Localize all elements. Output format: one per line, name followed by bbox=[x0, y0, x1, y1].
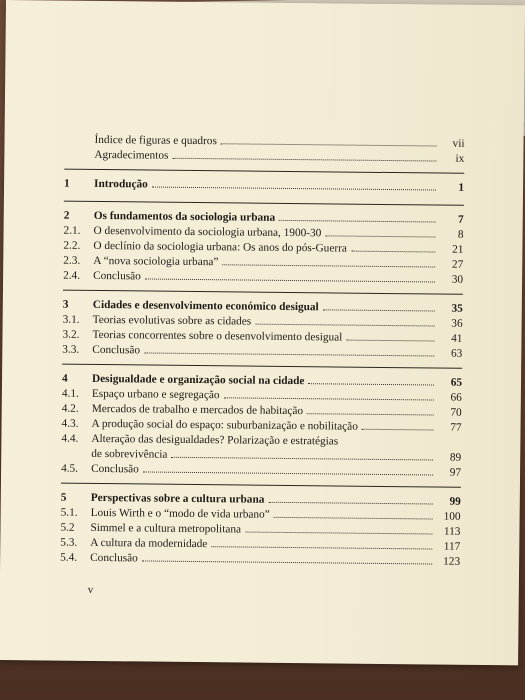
entry-number: 3.2. bbox=[62, 328, 80, 341]
entry-number: 4 bbox=[61, 372, 68, 385]
entry-title: Espaço urbano e segregação bbox=[91, 387, 220, 402]
entry-page: 89 bbox=[449, 451, 462, 464]
leader-dots bbox=[307, 413, 434, 415]
entry-title: Conclusão bbox=[92, 343, 141, 357]
entry-page: 35 bbox=[451, 302, 463, 315]
entry-number: 5.2 bbox=[60, 521, 75, 534]
leader-dots bbox=[221, 143, 437, 146]
entry-page: 97 bbox=[449, 466, 462, 479]
entry-number: 4.2. bbox=[61, 402, 79, 415]
entry-page: 66 bbox=[450, 391, 462, 404]
entry-number: 2.4. bbox=[63, 269, 81, 282]
entry-number: 4.5. bbox=[61, 462, 79, 475]
entry-number: 4.3. bbox=[61, 417, 79, 430]
entry-title: Perspectivas sobre a cultura urbana bbox=[90, 491, 265, 506]
section-rule bbox=[62, 364, 462, 369]
entry-page: 30 bbox=[451, 273, 464, 286]
leader-dots bbox=[171, 457, 433, 461]
leader-dots bbox=[142, 560, 432, 564]
entry-title: A “nova sociologia urbana” bbox=[93, 254, 219, 269]
toc-entry bbox=[60, 551, 460, 570]
entry-number: 3 bbox=[62, 298, 69, 311]
entry-page: 7 bbox=[458, 213, 464, 226]
leader-dots bbox=[223, 397, 433, 400]
table-of-contents bbox=[60, 133, 465, 570]
leader-dots bbox=[144, 352, 434, 356]
entry-number: 5.1. bbox=[60, 506, 78, 519]
leader-dots bbox=[143, 471, 433, 475]
entry-title: Índice de figuras e quadros bbox=[94, 133, 217, 148]
leader-dots bbox=[172, 158, 436, 162]
entry-page: 113 bbox=[443, 525, 461, 538]
entry-page: 123 bbox=[443, 555, 461, 568]
entry-number: 3.3. bbox=[62, 343, 80, 356]
entry-page: 117 bbox=[443, 540, 461, 553]
entry-number: 4.1. bbox=[61, 387, 79, 400]
entry-title: Louis Wirth e o “modo de vida urbano” bbox=[90, 506, 270, 521]
entry-title: O declínio da sociologia urbana: Os anos do pós-Guerra bbox=[93, 239, 347, 255]
toc-entry bbox=[64, 148, 464, 167]
section-rule bbox=[61, 483, 461, 488]
entry-page: ix bbox=[455, 152, 465, 165]
entry-title: Cidades e desenvolvimento económico desigual bbox=[92, 298, 319, 314]
entry-page: 100 bbox=[443, 510, 461, 523]
leader-dots bbox=[245, 532, 432, 535]
section-rule bbox=[64, 169, 464, 174]
page-number: v bbox=[87, 583, 94, 596]
entry-number: 5 bbox=[60, 491, 67, 504]
leader-dots bbox=[362, 429, 434, 431]
leader-dots bbox=[268, 502, 432, 505]
leader-dots bbox=[274, 517, 433, 520]
leader-dots bbox=[323, 309, 435, 311]
leader-dots bbox=[145, 278, 435, 282]
entry-title: Alteração das desigualdades? Polarização e estratégias bbox=[91, 432, 339, 448]
entry-number: 2 bbox=[63, 209, 70, 222]
entry-title: O desenvolvimento da sociologia urbana, 1900-30 bbox=[93, 224, 322, 240]
entry-page: 36 bbox=[451, 317, 463, 330]
entry-page: 8 bbox=[457, 228, 464, 241]
leader-dots bbox=[346, 340, 434, 342]
entry-number: 3.1. bbox=[62, 313, 80, 326]
leader-dots bbox=[211, 546, 432, 549]
entry-number: 2.2. bbox=[63, 239, 81, 252]
entry-title: Os fundamentos da sociologia urbana bbox=[93, 209, 276, 224]
entry-title: Introdução bbox=[94, 177, 148, 191]
entry-page: 1 bbox=[458, 181, 465, 194]
leader-dots bbox=[351, 251, 436, 253]
toc-entry bbox=[62, 343, 462, 362]
entry-title: Conclusão bbox=[91, 462, 139, 476]
leader-dots bbox=[308, 383, 434, 385]
leader-dots bbox=[152, 187, 436, 191]
entry-page: 99 bbox=[449, 495, 461, 508]
entry-title: Teorias concorrentes sobre o desenvolvimento desigual bbox=[92, 328, 343, 344]
leader-dots bbox=[325, 235, 435, 237]
section-rule bbox=[63, 290, 463, 295]
entry-page: 21 bbox=[452, 243, 464, 256]
entry-number: 1 bbox=[64, 177, 70, 190]
toc-entry bbox=[61, 462, 461, 481]
entry-page: vii bbox=[452, 137, 465, 150]
entry-title: Teorias evolutivas sobre as cidades bbox=[92, 313, 252, 328]
entry-number: 2.1. bbox=[63, 224, 81, 237]
entry-number: 2.3. bbox=[63, 254, 81, 267]
entry-number: 5.3. bbox=[60, 536, 78, 549]
entry-page: 70 bbox=[450, 406, 462, 419]
entry-title: Desigualdade e organização social na cidade bbox=[91, 372, 305, 388]
section-rule bbox=[64, 201, 464, 206]
entry-page: 41 bbox=[451, 332, 463, 345]
leader-dots bbox=[222, 264, 435, 267]
entry-page: 65 bbox=[450, 376, 463, 389]
leader-dots bbox=[255, 324, 434, 327]
entry-page: 63 bbox=[450, 347, 463, 360]
toc-entry bbox=[63, 269, 463, 288]
entry-title: Conclusão bbox=[93, 269, 141, 283]
entry-title: Agradecimentos bbox=[94, 148, 169, 162]
entry-title: Simmel e a cultura metropolitana bbox=[90, 521, 242, 536]
entry-page: 27 bbox=[451, 258, 464, 271]
entry-number: 5.4. bbox=[60, 551, 78, 564]
entry-title: Conclusão bbox=[90, 551, 138, 565]
entry-title: A produção social do espaço: suburbanização e nobilitação bbox=[91, 417, 358, 433]
leader-dots bbox=[279, 220, 436, 223]
entry-title: Mercados de trabalho e mercados de habitação bbox=[91, 402, 304, 418]
entry-title-continued: de sobrevivência bbox=[91, 447, 168, 461]
entry-page: 77 bbox=[450, 421, 462, 434]
entry-number: 4.4. bbox=[61, 432, 79, 445]
entry-title: A cultura da modernidade bbox=[90, 536, 208, 551]
